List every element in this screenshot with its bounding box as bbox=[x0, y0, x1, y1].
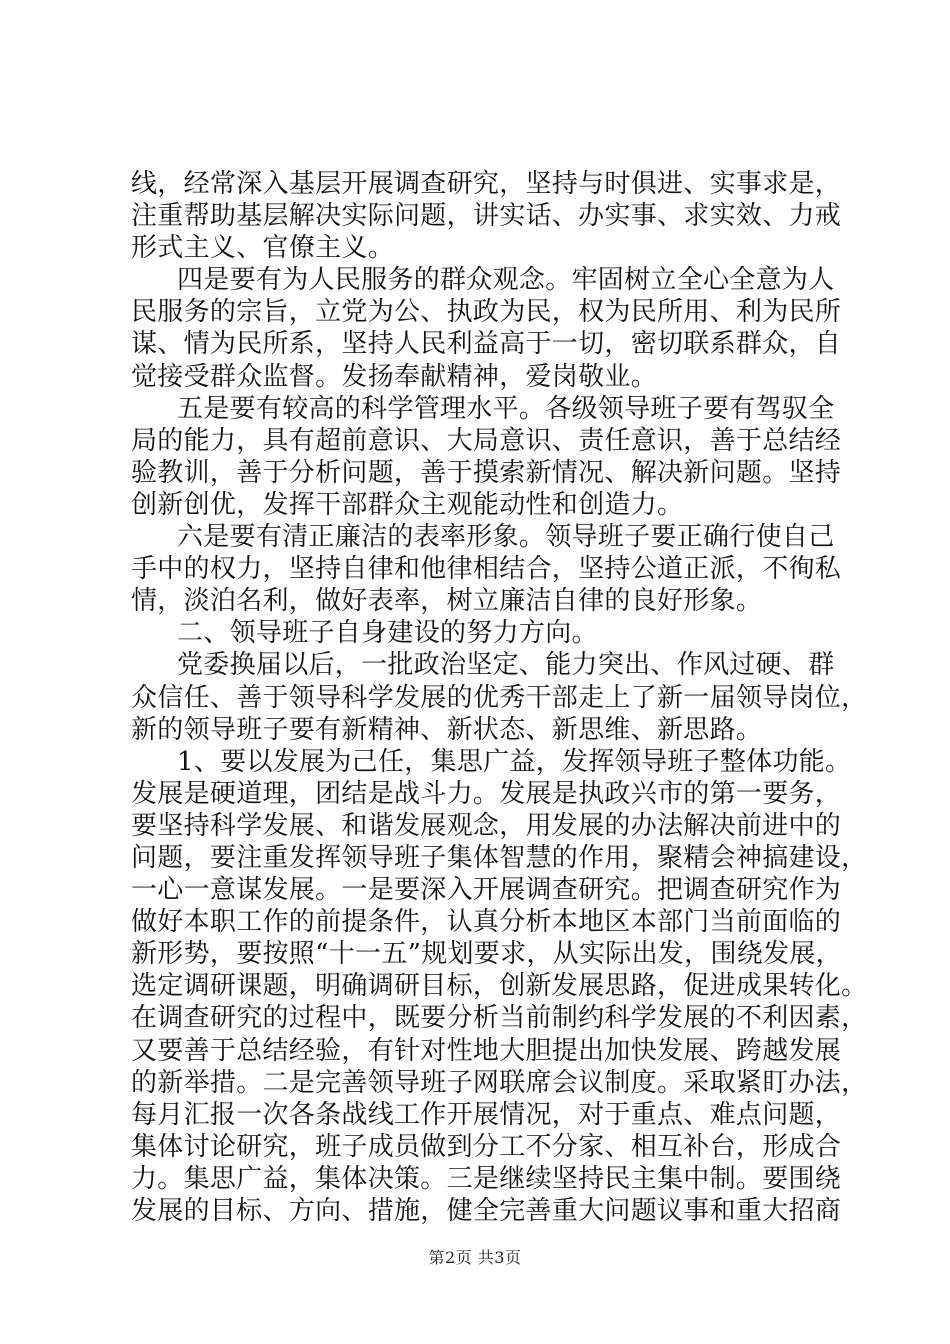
document-body bbox=[131, 168, 868, 1227]
text-line: 验教训，善于分析问题，善于摸索新情况、解决新问题。坚持 bbox=[131, 457, 842, 488]
text-line: 觉接受群众监督。发扬奉献精神，爱岗敬业。 bbox=[131, 361, 658, 392]
text-line: 创新创优，发挥干部群众主观能动性和创造力。 bbox=[131, 489, 684, 520]
text-line: 要坚持科学发展、和谐发展观念，用发展的办法解决前进中的 bbox=[131, 810, 842, 841]
text-line: 发展是硬道理，团结是战斗力。发展是执政兴市的第一要务， bbox=[131, 778, 842, 809]
text-line: 形式主义、官僚主义。 bbox=[131, 233, 395, 264]
text-line: 每月汇报一次各条战线工作开展情况，对于重点、难点问题， bbox=[131, 1099, 842, 1130]
section-heading: 二、领导班子自身建设的努力方向。 bbox=[177, 618, 598, 649]
paragraph-start-line: 五是要有较高的科学管理水平。各级领导班子要有驾驭全 bbox=[177, 393, 835, 424]
paragraph-start-line: 四是要有为人民服务的群众观念。牢固树立全心全意为人 bbox=[177, 265, 835, 296]
text-line: 发展的目标、方向、措施，健全完善重大问题议事和重大招商 bbox=[131, 1196, 842, 1226]
paragraph-start-line: 党委换届以后，一批政治坚定、能力突出、作风过硬、群 bbox=[177, 650, 835, 681]
text-line: 注重帮助基层解决实际问题，讲实话、办实事、求实效、力戒 bbox=[131, 201, 842, 232]
text-line: 集体讨论研究，班子成员做到分工不分家、相互补台，形成合 bbox=[131, 1131, 842, 1162]
text-line: 情，淡泊名利，做好表率，树立廉洁自律的良好形象。 bbox=[131, 586, 763, 617]
text-line: 众信任、善于领导科学发展的优秀干部走上了新一届领导岗位， bbox=[131, 682, 868, 713]
text-line: 做好本职工作的前提条件，认真分析本地区本部门当前面临的 bbox=[131, 907, 842, 938]
text-line: 又要善于总结经验，有针对性地大胆提出加快发展、跨越发展 bbox=[131, 1035, 842, 1066]
text-line: 选定调研课题，明确调研目标，创新发展思路，促进成果转化。 bbox=[131, 971, 868, 1002]
text-line: 民服务的宗旨，立党为公、执政为民，权为民所用、利为民所 bbox=[131, 297, 842, 328]
text-line: 局的能力，具有超前意识、大局意识、责任意识，善于总结经 bbox=[131, 425, 842, 456]
text-line: 线，经常深入基层开展调查研究，坚持与时俱进、实事求是， bbox=[131, 169, 842, 199]
text-line: 手中的权力，坚持自律和他律相结合，坚持公道正派，不徇私 bbox=[131, 554, 842, 585]
text-line: 新形势，要按照“十一五”规划要求，从实际出发，围绕发展， bbox=[131, 939, 842, 970]
paragraph-start-line: 六是要有清正廉洁的表率形象。领导班子要正确行使自己 bbox=[177, 522, 835, 553]
text-line: 的新举措。二是完善领导班子网联席会议制度。采取紧盯办法， bbox=[131, 1067, 868, 1098]
page-number-footer: 第2页 共3页 bbox=[428, 1248, 522, 1267]
text-line: 力。集思广益，集体决策。三是继续坚持民主集中制。要围绕 bbox=[131, 1163, 842, 1194]
text-line: 问题，要注重发挥领导班子集体智慧的作用，聚精会神搞建设， bbox=[131, 842, 868, 873]
text-line: 新的领导班子要有新精神、新状态、新思维、新思路。 bbox=[131, 714, 763, 745]
paragraph-start-line: 1、要以发展为己任，集思广益，发挥领导班子整体功能。 bbox=[177, 746, 852, 777]
text-line: 在调查研究的过程中，既要分析当前制约科学发展的不利因素， bbox=[131, 1003, 868, 1034]
text-line: 一心一意谋发展。一是要深入开展调查研究。把调查研究作为 bbox=[131, 875, 842, 906]
text-line: 谋、情为民所系，坚持人民利益高于一切，密切联系群众，自 bbox=[131, 329, 842, 360]
